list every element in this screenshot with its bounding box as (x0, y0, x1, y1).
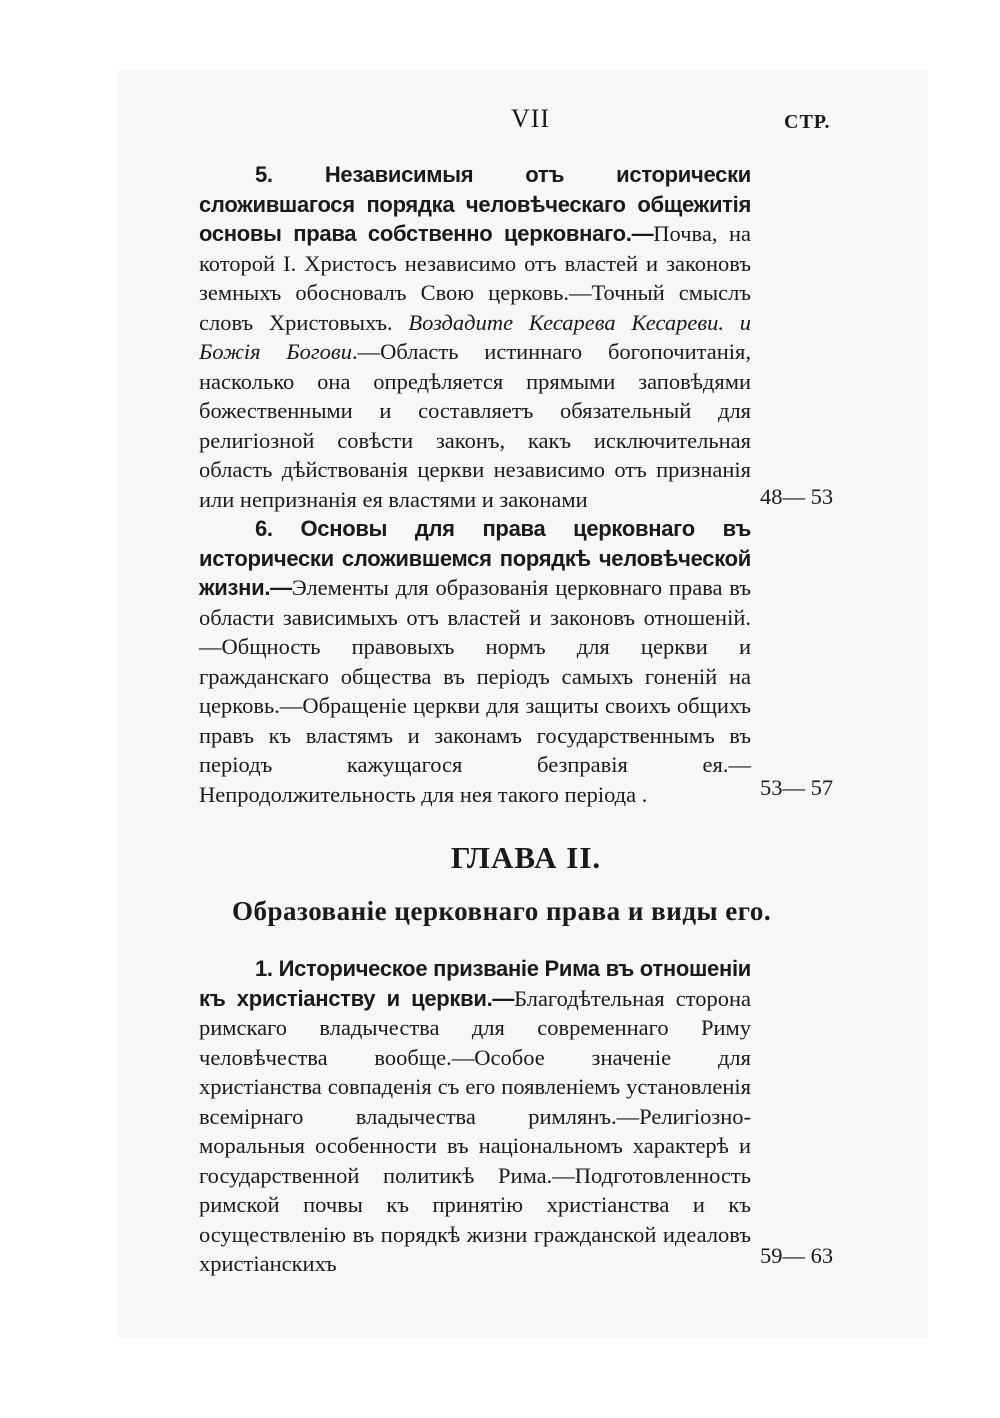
chapter-heading: ГЛАВА II. (450, 840, 602, 875)
entry-pages: 53— 57 (760, 775, 834, 800)
page-number: VII (511, 104, 551, 133)
entry-title: 1. Историческое призваніе Рима въ отношеніи къ христіанству и церкви.— (199, 956, 751, 1011)
chapter-subtitle: Образованіе церковнаго права и виды его. (232, 896, 772, 926)
entry-title: 5. Независимыя отъ исторически сложившагося порядка человѣческаго общежитія основы права собственно церковнаго.— (199, 162, 751, 246)
entry-text-continued: .—Область истиннаго богопочитанія, насколько она опредѣляется прямыми заповѣдями божественными и составляетъ обязательный для религіозной совѣсти законъ, какъ исключительная область дѣйствованія церкви независимо отъ признанія или непризнанія ея властями и законами (199, 339, 751, 512)
entry-text: Почва, на которой I. Христосъ независимо отъ властей и законовъ земныхъ обосновалъ Свою церковь.—Точный смыслъ словъ Христовыхъ. (199, 221, 751, 335)
column-label: СТР. (784, 111, 831, 133)
entry-text: Благодѣтельная сторона римскаго владычества для современнаго Риму человѣчества вообще.—Особое значеніе для христіанства совпаденія съ его появленіемъ установленія всемірнаго владычества римлянъ.—Религіозно-моральныя особенности въ національномъ характерѣ и государственной политикѣ Рима.—Подготовленность римской почвы къ принятію христіанства и къ осуществленію въ порядкѣ жизни гражданской идеаловъ христіанскихъ (199, 985, 751, 1276)
entry-text: Элементы для образованія церковнаго права въ области зависимыхъ отъ властей и законовъ отношеній.—Общность правовыхъ нормъ для церкви и гражданскаго общества въ періодъ самыхъ гоненій на церковь.—Обращеніе церкви для защиты своихъ общихъ правъ къ властямъ и законамъ государственнымъ въ періодъ кажущагося безправія ея.—Непродолжительность для нея такого періода . (199, 575, 751, 807)
toc-entry (199, 160, 751, 514)
entry-pages: 48— 53 (760, 484, 834, 509)
entry-title: 6. Основы для права церковнаго въ исторически сложившемся порядкѣ человѣческой жизни.— (199, 516, 751, 600)
entry-pages: 59— 63 (760, 1243, 834, 1268)
toc-entry (199, 954, 751, 1279)
entry-italic-quote: Воздадите Кесарева Кесареви. и Божія Богови (199, 309, 751, 364)
toc-entry (199, 514, 751, 809)
